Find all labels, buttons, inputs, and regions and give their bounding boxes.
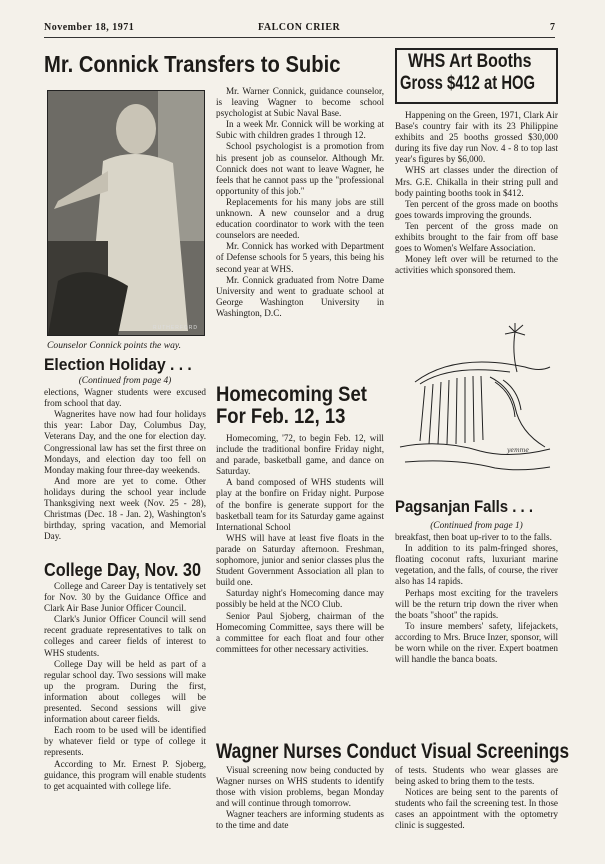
- nurses-col-1: [216, 765, 384, 832]
- nurses-c2-p2: Notices are being sent to the parents of students who fail the screening test. In those cases an appointment with the optometry clinic is suggested.: [395, 787, 558, 831]
- nurses-c1-p2: Wagner teachers are informing students as to the time and date: [216, 809, 384, 831]
- connick-p3: School psychologist is a promotion from his present job as counselor. Although Mr. Connick does not want to leave Wagner, he feels that he cannot pass up the "professional opportunity of this job.": [216, 141, 384, 196]
- connick-p5: Mr. Connick has worked with Department of Defense schools for 5 years, this being his second year at WHS.: [216, 241, 384, 274]
- photo-credit: RUTHERFORD: [153, 325, 198, 331]
- connick-article: [216, 86, 384, 319]
- connick-p1: Mr. Warner Connick, guidance counselor, is leaving Wagner to become school psychologist at Subic Naval Base.: [216, 86, 384, 119]
- art-headline-2: Gross $412 at HOG: [400, 72, 536, 94]
- homecoming-p1: Homecoming, '72, to begin Feb. 12, will include the traditional bonfire Friday night, and parade, basketball game, and dance on Saturday.: [216, 433, 384, 477]
- connick-p2: In a week Mr. Connick will be working at Subic with children grades 1 through 12.: [216, 119, 384, 141]
- art-p5: Money left over will be returned to the activities which sponsored them.: [395, 254, 558, 276]
- election-p2: Wagnerites have now had four holidays this year: Labor Day, Columbus Day, Veterans Day, and the one for election day. Congressional law has set the first three on Mondays, and election day too fell on Monday making four three-day weekends.: [44, 409, 206, 475]
- connick-photo: [47, 90, 205, 336]
- pagsanjan-p2: In addition to its palm-fringed shores, floating coconut rafts, luxuriant marine vegetation, and the falls, of course, the river also has 14 rapids.: [395, 543, 558, 587]
- art-p1: Happening on the Green, 1971, Clark Air Base's country fair with its 23 Philippine exhibits and 25 booths grossed $30,000 during its five day run Nov. 4 - 8 to top last year's figures by $6,000.: [395, 110, 558, 165]
- art-p4: Ten percent of the gross made on exhibits brought to the fair from off base goes to Women's Welfare Association.: [395, 220, 558, 254]
- pagsanjan-continued: (Continued from page 1): [430, 521, 523, 531]
- art-p2: WHS art classes under the direction of Mrs. G.E. Chikalla in their string pull and body painting booths took in $412.: [395, 165, 558, 198]
- nurses-col-2: [395, 765, 558, 832]
- election-headline: Election Holiday . . .: [44, 355, 192, 374]
- homecoming-article: [216, 433, 384, 655]
- election-p1: elections, Wagner students were excused from school that day.: [44, 387, 206, 409]
- nurses-c1-p1: Visual screening now being conducted by Wagner nurses on WHS students to identify those with vision problems, began Monday and will continue through tomorrow.: [216, 765, 384, 809]
- college-p3: College Day will be held as part of a regular school day. Two sessions will make up the program. During the first, information about colleges will be presented. Second sessions will give information about career fields.: [44, 658, 206, 725]
- falls-sketch: [395, 322, 558, 484]
- art-headline-1: WHS Art Booths: [408, 51, 532, 72]
- election-continued: (Continued from page 4): [78, 376, 172, 386]
- homecoming-p5: Senior Paul Sjoberg, chairman of the Homecoming Committee, says there will be a committee for each float and four other committees for other necessary activities.: [216, 610, 384, 654]
- election-p3: And more are yet to come. Other holidays during the school year include Thanksgiving next week (Nov. 25 - 28), Christmas (Dec. 18 - Jan. 2), Washington's birthday, spring vacation, and Memorial Day.: [44, 475, 206, 542]
- homecoming-p4: Saturday night's Homecoming dance may possibly be held at the NCO Club.: [216, 588, 384, 610]
- connick-p4: Replacements for his many jobs are still unknown. A new counselor and a drug education coordinator to work with the teen counselors are needed.: [216, 196, 384, 241]
- homecoming-p3: WHS will have at least five floats in the parade on Saturday afternoon. Freshman, sophomore, junior and senior classes plus the Student Government Association all plan to build one.: [216, 532, 384, 588]
- pagsanjan-p4: To insure members' safety, lifejackets, according to Mrs. Bruce Inzer, sponsor, will be worn while on the river. Expert boatmen will handle the banca boats.: [395, 620, 558, 665]
- art-headline-box: [395, 48, 558, 104]
- photo-caption: Counselor Connick points the way.: [47, 340, 182, 351]
- pagsanjan-article: [395, 521, 558, 665]
- homecoming-headline-2: For Feb. 12, 13: [216, 405, 346, 428]
- homecoming-headline-1: Homecoming Set: [216, 383, 367, 406]
- college-p5: According to Mr. Ernest P. Sjoberg, guidance, this program will enable students to get acquainted with college life.: [44, 758, 206, 791]
- college-headline: College Day, Nov. 30: [44, 560, 201, 580]
- college-p4: Each room to be used will be identified by whatever field or type of college it represents.: [44, 725, 206, 758]
- page-number: 7: [550, 22, 556, 33]
- college-article: [44, 581, 206, 792]
- nurses-c2-p1: of tests. Students who wear glasses are being asked to bring them to the tests.: [395, 765, 558, 787]
- college-p1: College and Career Day is tentatively set for Nov. 30 by the Guidance Office and Clark Air Base Junior Officer Council.: [44, 581, 206, 614]
- homecoming-p2: A band composed of WHS students will play at the bonfire on Friday night. Purpose of the bonfire is generate support for the basketball team for its Saturday game against International School: [216, 477, 384, 532]
- masthead-rule: [44, 37, 555, 38]
- art-p3: Ten percent of the gross made on booths goes towards improving the grounds.: [395, 198, 558, 220]
- sketch-signature: yemme: [507, 447, 529, 454]
- connick-headline: Mr. Connick Transfers to Subic: [44, 51, 341, 77]
- college-p2: Clark's Junior Officer Council will send recent graduate representatives to talk on colleges and career fields of interest to WHS students.: [44, 614, 206, 658]
- paper-name: FALCON CRIER: [258, 22, 341, 33]
- waterfall-drawing: [395, 322, 558, 484]
- pagsanjan-p3: Perhaps most exciting for the travelers will be the return trip down the river when the boats "shoot" the rapids.: [395, 587, 558, 620]
- nurses-headline: Wagner Nurses Conduct Visual Screenings: [216, 740, 570, 763]
- photo-figure: [48, 91, 204, 335]
- connick-p6: Mr. Connick graduated from Notre Dame University and went to graduate school at George Washington University in Washington, D.C.: [216, 274, 384, 318]
- art-article: [395, 110, 558, 276]
- pagsanjan-p1: breakfast, then boat up-river to to the falls.: [395, 532, 552, 543]
- election-article: [44, 376, 206, 542]
- issue-date: November 18, 1971: [44, 22, 135, 33]
- pagsanjan-headline: Pagsanjan Falls . . .: [395, 497, 534, 516]
